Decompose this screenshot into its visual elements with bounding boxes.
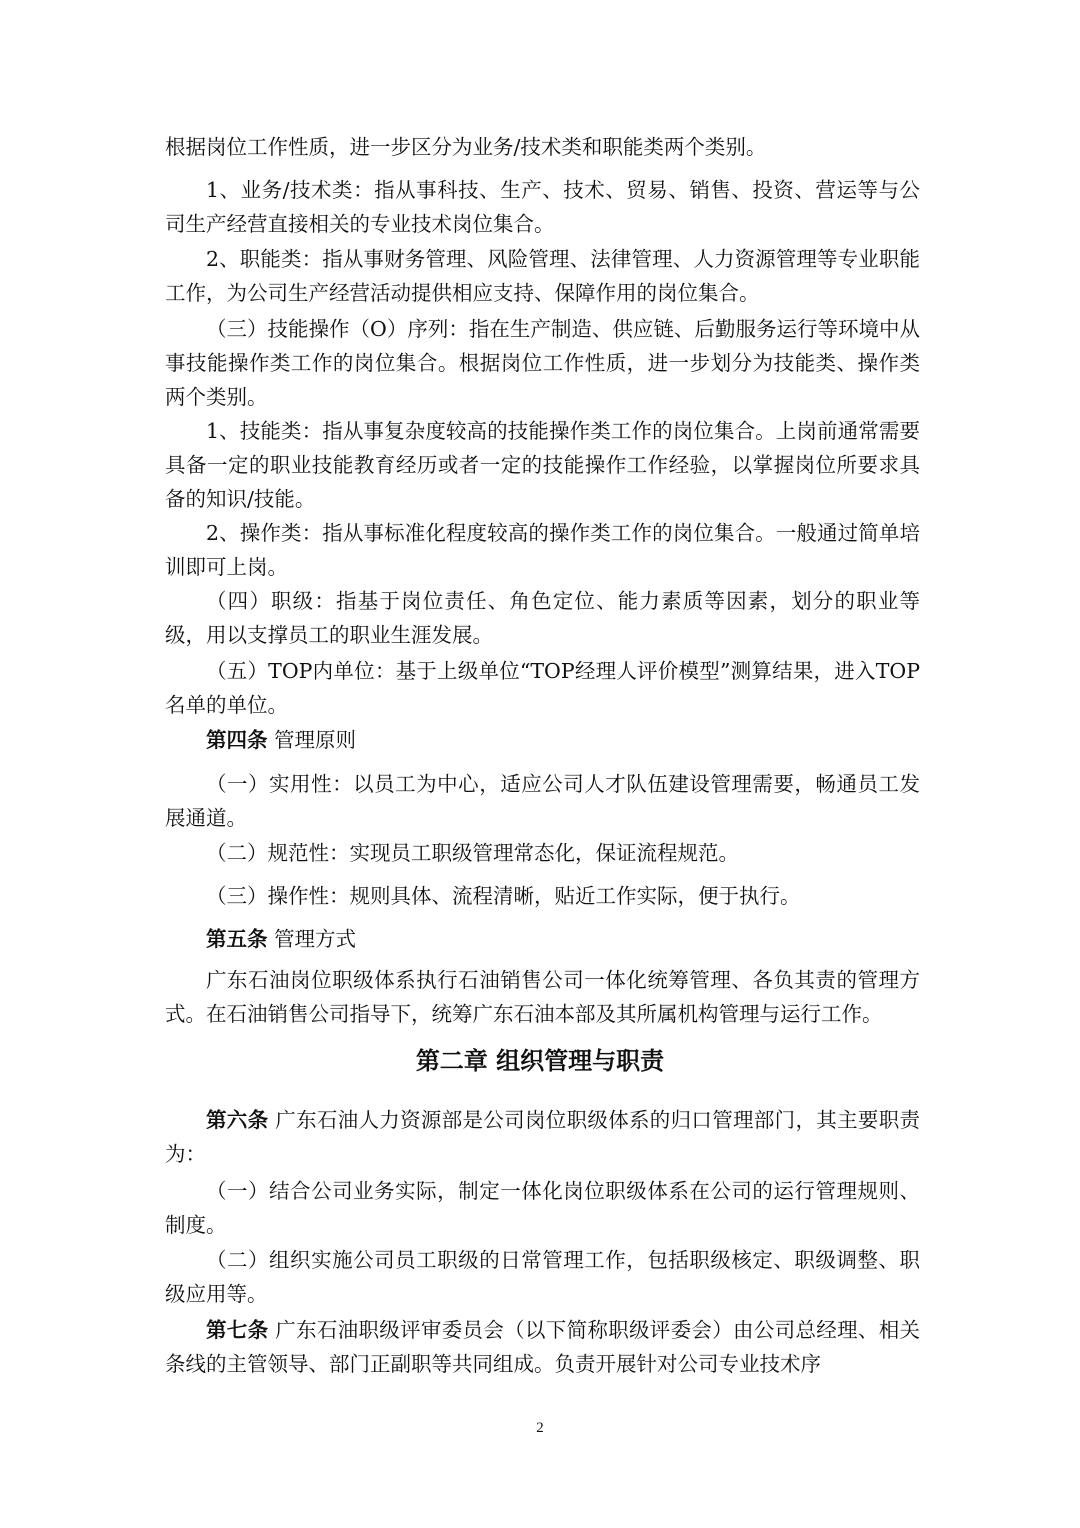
paragraph-functional: 2、职能类：指从事财务管理、风险管理、法律管理、人力资源管理等专业职能工作，为公司生产经营活动提供相应支持、保障作用的岗位集合。: [165, 247, 920, 305]
paragraph-top-unit: （五）TOP内单位：基于上级单位“TOP经理人评价模型”测算结果，进入TOP名单的单位。: [165, 659, 920, 717]
article-4-label: 第四条: [206, 728, 268, 752]
paragraph-management-mode: 广东石油岗位职级体系执行石油销售公司一体化统筹管理、各负其责的管理方式。在石油销售公司指导下，统筹广东石油本部及其所属机构管理与运行工作。: [165, 968, 920, 1026]
paragraph-operability: （三）操作性：规则具体、流程清晰，贴近工作实际，便于执行。: [206, 884, 801, 908]
article-6-label: 第六条: [206, 1108, 269, 1132]
paragraph-skill-operation-sequence: （三）技能操作（O）序列：指在生产制造、供应链、后勤服务运行等环境中从事技能操作类工作的岗位集合。根据岗位工作性质，进一步划分为技能类、操作类两个类别。: [165, 317, 920, 409]
paragraph-skill-class: 1、技能类：指从事复杂度较高的技能操作类工作的岗位集合。上岗前通常需要具备一定的职业技能教育经历或者一定的技能操作工作经验，以掌握岗位所要求具备的知识/技能。: [165, 419, 920, 511]
article-6: [165, 1103, 920, 1171]
paragraph-intro: 根据岗位工作性质，进一步区分为业务/技术类和职能类两个类别。: [165, 135, 767, 159]
paragraph-hr-duty-1: （一）结合公司业务实际，制定一体化岗位职级体系在公司的运行管理规则、制度。: [165, 1179, 920, 1237]
article-4-title: 管理原则: [267, 728, 357, 752]
article-4-heading: [165, 723, 920, 757]
paragraph-operation-class: 2、操作类：指从事标准化程度较高的操作类工作的岗位集合。一般通过简单培训即可上岗。: [165, 521, 920, 579]
paragraph-business-tech: 1、业务/技术类：指从事科技、生产、技术、贸易、销售、投资、营运等与公司生产经营直接相关的专业技术岗位集合。: [165, 178, 920, 236]
article-5-title: 管理方式: [267, 927, 357, 951]
article-7: [165, 1313, 920, 1381]
article-6-text: 广东石油人力资源部是公司岗位职级体系的归口管理部门，其主要职责为：: [165, 1108, 921, 1166]
article-5-heading: [165, 922, 920, 956]
article-7-text: 广东石油职级评审委员会（以下简称职级评委会）由公司总经理、相关条线的主管领导、部门正副职等共同组成。负责开展针对公司专业技术序: [165, 1318, 921, 1376]
article-5-label: 第五条: [206, 927, 268, 951]
paragraph-hr-duty-2: （二）组织实施公司员工职级的日常管理工作，包括职级核定、职级调整、职级应用等。: [165, 1248, 920, 1306]
article-7-label: 第七条: [206, 1318, 269, 1342]
paragraph-standardization: （二）规范性：实现员工职级管理常态化，保证流程规范。: [206, 841, 739, 865]
chapter-title: 第二章 组织管理与职责: [415, 1046, 665, 1075]
page-number: 2: [536, 1420, 544, 1436]
paragraph-practicality: （一）实用性：以员工为中心，适应公司人才队伍建设管理需要，畅通员工发展通道。: [165, 772, 920, 830]
paragraph-job-grade: （四）职级：指基于岗位责任、角色定位、能力素质等因素，划分的职业等级，用以支撑员工的职业生涯发展。: [165, 589, 920, 647]
